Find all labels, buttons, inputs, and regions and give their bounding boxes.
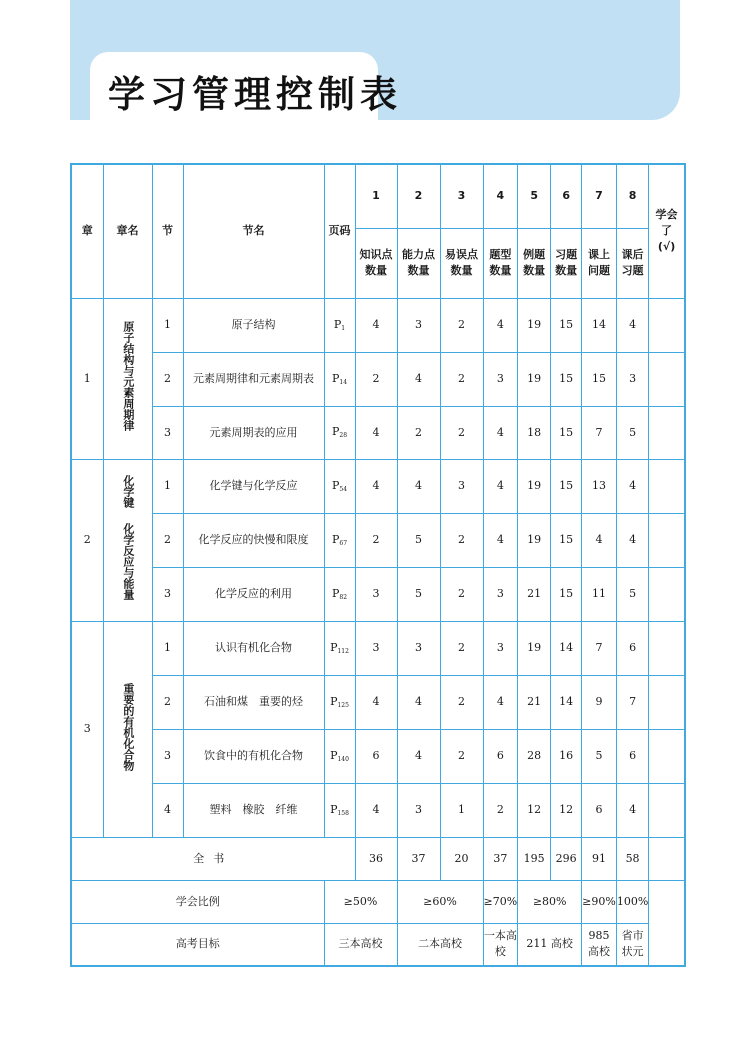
value-cell: 4 (355, 783, 397, 837)
value-cell: 7 (582, 406, 617, 459)
header-learned-line: (√) (657, 240, 676, 254)
ratio-label: 学会比例 (71, 880, 324, 923)
value-cell: 3 (616, 352, 648, 406)
ratio-value: 100% (616, 880, 648, 923)
value-cell: 28 (518, 729, 551, 783)
header-col-label-line: 知识点 (359, 248, 393, 262)
value-cell: 21 (518, 567, 551, 621)
header-col-label-line: 数量 (523, 264, 546, 277)
chapter-number: 3 (71, 621, 103, 837)
total-value: 20 (440, 837, 483, 880)
section-number: 3 (152, 729, 183, 783)
header-col-label (355, 228, 397, 298)
page-letter: P (330, 640, 338, 654)
section-number: 4 (152, 783, 183, 837)
table-row (71, 513, 685, 567)
value-cell: 1 (440, 783, 483, 837)
table-row (71, 783, 685, 837)
value-cell: 2 (355, 513, 397, 567)
value-cell: 5 (616, 406, 648, 459)
total-value: 296 (551, 837, 582, 880)
ratio-value: ≥90% (582, 880, 617, 923)
value-cell: 2 (440, 406, 483, 459)
section-name: 原子结构 (183, 298, 324, 352)
value-cell: 3 (483, 352, 518, 406)
section-page (324, 783, 355, 837)
learned-check-cell (649, 567, 685, 621)
learned-check-cell (649, 352, 685, 406)
value-cell: 2 (440, 513, 483, 567)
section-number: 3 (152, 406, 183, 459)
page-number: 1 (341, 324, 346, 332)
header-col-label-line: 习题 (555, 248, 578, 262)
value-cell: 2 (440, 352, 483, 406)
page-letter: P (330, 748, 338, 762)
value-cell: 15 (551, 352, 582, 406)
chapter-name-line: 重要的有机化合物 (121, 682, 135, 771)
header-page: 页码 (324, 164, 355, 298)
section-page (324, 459, 355, 513)
value-cell: 5 (582, 729, 617, 783)
goal-value: 985 高校 (582, 923, 617, 966)
value-cell: 15 (551, 513, 582, 567)
table-row (71, 675, 685, 729)
section-name: 饮食中的有机化合物 (183, 729, 324, 783)
header-chapter: 章 (71, 164, 103, 298)
goal-value: 二本高校 (397, 923, 483, 966)
value-cell: 19 (518, 459, 551, 513)
chapter-name-line: 化学键 (121, 475, 135, 509)
value-cell: 15 (551, 459, 582, 513)
page-number: 14 (339, 378, 348, 386)
page-number: 54 (339, 485, 348, 493)
page-letter: P (330, 802, 338, 816)
header-col-number: 4 (483, 164, 518, 228)
value-cell: 14 (551, 621, 582, 675)
value-cell: 4 (355, 406, 397, 459)
header-col-label-line: 易误点 (445, 248, 478, 262)
section-name: 化学键与化学反应 (183, 459, 324, 513)
page-number: 140 (337, 755, 349, 763)
table-row (71, 621, 685, 675)
value-cell: 3 (440, 459, 483, 513)
ratio-value: ≥60% (397, 880, 483, 923)
section-name: 化学反应的快慢和限度 (183, 513, 324, 567)
page-number: 112 (337, 647, 349, 655)
page-letter: P (331, 371, 340, 385)
section-number: 1 (152, 459, 183, 513)
section-name: 元素周期律和元素周期表 (183, 352, 324, 406)
table-row (71, 567, 685, 621)
header-col-label (551, 228, 582, 298)
value-cell: 12 (551, 783, 582, 837)
header-col-label (440, 228, 483, 298)
page-title: 学习管理控制表 (108, 73, 402, 116)
value-cell: 6 (616, 729, 648, 783)
value-cell: 4 (483, 406, 518, 459)
header-col-number: 1 (355, 164, 397, 228)
value-cell: 18 (518, 406, 551, 459)
header-section-name: 节名 (183, 164, 324, 298)
chapter-name-line: 化学反应与能量 (121, 523, 135, 600)
section-page (324, 621, 355, 675)
learned-check-cell (649, 298, 685, 352)
value-cell: 2 (355, 352, 397, 406)
value-cell: 21 (518, 675, 551, 729)
chapter-number: 1 (71, 298, 103, 459)
ratio-value: ≥70% (483, 880, 518, 923)
value-cell: 2 (440, 298, 483, 352)
header-col-label-line: 课上 (588, 248, 610, 262)
header-col-label-line: 例题 (523, 248, 546, 262)
header-col-label-line: 数量 (450, 264, 473, 277)
value-cell: 4 (397, 459, 440, 513)
header-chapter-name: 章名 (103, 164, 152, 298)
goal-value: 一本高校 (483, 923, 518, 966)
ratio-value: ≥50% (324, 880, 397, 923)
value-cell: 3 (397, 783, 440, 837)
section-page (324, 406, 355, 459)
goal (71, 923, 685, 966)
learned-check-cell (649, 729, 685, 783)
section-number: 3 (152, 567, 183, 621)
header-col-label (397, 228, 440, 298)
value-cell: 15 (582, 352, 617, 406)
value-cell: 15 (551, 298, 582, 352)
goal-value: 三本高校 (324, 923, 397, 966)
value-cell: 4 (616, 459, 648, 513)
value-cell: 4 (355, 459, 397, 513)
learned-check-cell (649, 675, 685, 729)
chapter-name (103, 298, 152, 459)
header-col-label-line: 问题 (588, 264, 610, 277)
value-cell: 11 (582, 567, 617, 621)
value-cell: 2 (397, 406, 440, 459)
header-col-number: 2 (397, 164, 440, 228)
header-learned-line: 了 (661, 224, 673, 238)
value-cell: 4 (355, 298, 397, 352)
ratio-value: ≥80% (518, 880, 582, 923)
page-number: 125 (337, 701, 349, 709)
header-col-label (582, 228, 617, 298)
header-col-number: 5 (518, 164, 551, 228)
value-cell: 7 (616, 675, 648, 729)
page-letter: P (331, 478, 340, 492)
value-cell: 6 (616, 621, 648, 675)
value-cell: 5 (397, 513, 440, 567)
value-cell: 15 (551, 406, 582, 459)
value-cell: 3 (355, 621, 397, 675)
value-cell: 3 (483, 621, 518, 675)
value-cell: 2 (440, 729, 483, 783)
header-col-label-line: 数量 (555, 264, 578, 277)
section-name: 石油和煤 重要的烃 (183, 675, 324, 729)
value-cell: 4 (483, 459, 518, 513)
total-value: 36 (355, 837, 397, 880)
learned-check-cell (649, 513, 685, 567)
header-row (71, 164, 685, 228)
goal-value: 211 高校 (518, 923, 582, 966)
header-col-label-line: 数量 (489, 264, 512, 277)
section-number: 2 (152, 513, 183, 567)
value-cell: 19 (518, 298, 551, 352)
section-page (324, 513, 355, 567)
page-letter: P (333, 317, 342, 331)
total-value: 195 (518, 837, 551, 880)
chapter-name (103, 621, 152, 837)
value-cell: 6 (355, 729, 397, 783)
section-number: 2 (152, 675, 183, 729)
chapter-number: 2 (71, 459, 103, 621)
header-col-label (518, 228, 551, 298)
goal-value: 省市状元 (616, 923, 648, 966)
learned-check-cell (649, 837, 685, 880)
value-cell: 19 (518, 513, 551, 567)
totals-row (71, 837, 685, 880)
header-section: 节 (152, 164, 183, 298)
value-cell: 14 (551, 675, 582, 729)
value-cell: 4 (483, 513, 518, 567)
chapter-name (103, 459, 152, 621)
value-cell: 4 (397, 729, 440, 783)
page-letter: P (330, 694, 338, 708)
page-letter: P (331, 532, 340, 546)
value-cell: 13 (582, 459, 617, 513)
table-row (71, 352, 685, 406)
section-number: 2 (152, 352, 183, 406)
total-value: 91 (582, 837, 617, 880)
value-cell: 4 (397, 352, 440, 406)
learned-check-cell (649, 406, 685, 459)
learned-check-cell (649, 783, 685, 837)
value-cell: 4 (616, 513, 648, 567)
table-row (71, 298, 685, 352)
value-cell: 3 (397, 298, 440, 352)
learned-check-cell (649, 621, 685, 675)
value-cell: 3 (355, 567, 397, 621)
totals-label (71, 837, 355, 880)
value-cell: 3 (397, 621, 440, 675)
total-value: 37 (483, 837, 518, 880)
value-cell: 19 (518, 621, 551, 675)
value-cell: 12 (518, 783, 551, 837)
value-cell: 15 (551, 567, 582, 621)
value-cell: 4 (397, 675, 440, 729)
value-cell: 5 (397, 567, 440, 621)
value-cell: 2 (440, 567, 483, 621)
study-control-table (70, 163, 686, 967)
table-row (71, 459, 685, 513)
header-learned (649, 164, 685, 298)
header-col-label-line: 习题 (621, 264, 644, 277)
value-cell: 4 (616, 298, 648, 352)
value-cell: 4 (483, 298, 518, 352)
header-col-label (616, 228, 648, 298)
page-letter: P (331, 425, 340, 439)
value-cell: 2 (483, 783, 518, 837)
header-col-number: 8 (616, 164, 648, 228)
value-cell: 16 (551, 729, 582, 783)
value-cell: 2 (440, 621, 483, 675)
value-cell: 3 (483, 567, 518, 621)
table-row (71, 406, 685, 459)
total-value: 58 (616, 837, 648, 880)
value-cell: 6 (582, 783, 617, 837)
page-number: 82 (339, 593, 348, 601)
header-col-number: 3 (440, 164, 483, 228)
section-page (324, 675, 355, 729)
section-number: 1 (152, 621, 183, 675)
learned-check-cell (649, 459, 685, 513)
header-learned-line: 学会 (655, 208, 678, 222)
value-cell: 4 (582, 513, 617, 567)
page-number: 158 (337, 809, 349, 817)
page-number: 28 (339, 432, 348, 440)
value-cell: 4 (616, 783, 648, 837)
header-col-number: 6 (551, 164, 582, 228)
goal-label: 高考目标 (71, 923, 324, 966)
section-name: 塑料 橡胶 纤维 (183, 783, 324, 837)
total-value: 37 (397, 837, 440, 880)
header-col-label-line: 数量 (407, 264, 430, 277)
header-col-label (483, 228, 518, 298)
header-col-label-line: 数量 (365, 264, 387, 277)
header-col-label-line: 课后 (621, 248, 644, 262)
section-page (324, 567, 355, 621)
section-number: 1 (152, 298, 183, 352)
header-col-label-line: 题型 (489, 248, 512, 262)
value-cell: 9 (582, 675, 617, 729)
header-col-number: 7 (582, 164, 617, 228)
table-row (71, 729, 685, 783)
header-col-label-line: 能力点 (402, 248, 435, 262)
section-name: 化学反应的利用 (183, 567, 324, 621)
section-page (324, 729, 355, 783)
chapter-name-line: 原子结构与元素周期律 (121, 321, 135, 432)
ratio (71, 880, 685, 923)
value-cell: 4 (483, 675, 518, 729)
value-cell: 6 (483, 729, 518, 783)
section-page (324, 298, 355, 352)
section-page (324, 352, 355, 406)
totals-label-text: 全书 (193, 851, 234, 865)
page-number: 67 (339, 539, 348, 547)
value-cell: 14 (582, 298, 617, 352)
section-name: 元素周期表的应用 (183, 406, 324, 459)
page-letter: P (331, 586, 340, 600)
value-cell: 19 (518, 352, 551, 406)
value-cell: 4 (355, 675, 397, 729)
value-cell: 5 (616, 567, 648, 621)
section-name: 认识有机化合物 (183, 621, 324, 675)
value-cell: 7 (582, 621, 617, 675)
value-cell: 2 (440, 675, 483, 729)
